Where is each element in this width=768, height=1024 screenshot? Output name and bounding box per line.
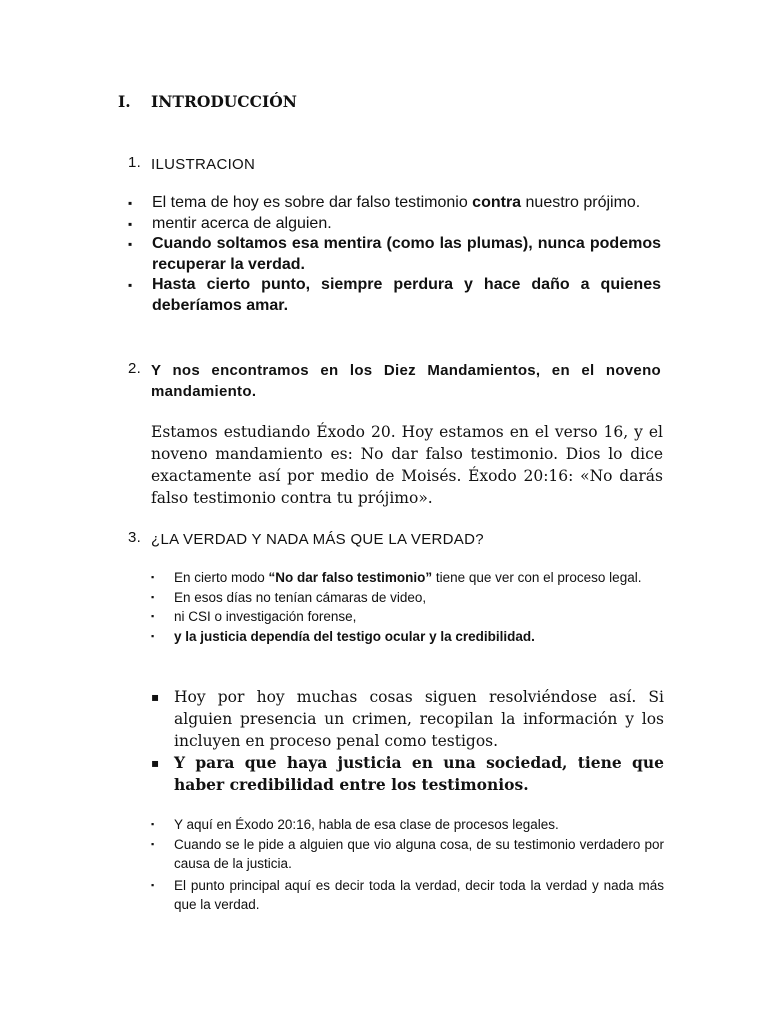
list-item-text: Y para que haya justicia en una sociedad, tiene que haber credibilidad entre los testimonios. xyxy=(174,753,664,794)
bullet-marker: ▪ xyxy=(128,216,133,231)
heading-number: I. xyxy=(118,92,131,111)
section-1-heading xyxy=(128,154,661,175)
list-item xyxy=(151,835,664,874)
list-item xyxy=(151,815,664,835)
list-item-emphasis: “No dar falso testimonio” xyxy=(268,570,433,585)
list-item-text: El punto principal aquí es decir toda la verdad, decir toda la verdad y nada más que la verdad. xyxy=(174,877,664,912)
list-item-text: mentir acerca de alguien. xyxy=(152,214,332,232)
bullet-marker: ▪ xyxy=(128,278,133,292)
list-item xyxy=(151,607,664,627)
section-3-bullet-list-c xyxy=(151,815,664,915)
section-title: Y nos encontramos en los Diez Mandamientos, en el noveno mandamiento. xyxy=(151,362,661,400)
list-item-text: El tema de hoy es sobre dar falso testimonio xyxy=(152,194,473,211)
list-item-text: En cierto modo xyxy=(174,570,269,585)
heading-title: INTRODUCCIÓN xyxy=(151,92,297,111)
list-item xyxy=(151,752,664,796)
section-title: ¿LA VERDAD Y NADA MÁS QUE LA VERDAD? xyxy=(151,531,484,548)
list-item-text: Cuando se le pide a alguien que vio alguna cosa, de su testimonio verdadero por causa de la justicia. xyxy=(174,836,664,871)
list-item xyxy=(151,588,664,608)
section-number: 3. xyxy=(128,529,142,546)
list-item-emphasis: contra xyxy=(472,194,522,211)
section-2-heading xyxy=(128,360,661,402)
list-item xyxy=(151,627,664,647)
list-item-text: Hasta cierto punto, siempre perdura y hace daño a quienes deberíamos amar. xyxy=(152,276,661,314)
list-item-text: Hoy por hoy muchas cosas siguen resolviéndose así. Si alguien presencia un crimen, recopilan la información y los incluyen en proceso penal como testigos. xyxy=(174,688,664,750)
bullet-marker: ▪ xyxy=(128,196,133,210)
list-item xyxy=(128,214,661,235)
list-item-text: ni CSI o investigación forense, xyxy=(174,609,357,624)
section-number: 1. xyxy=(128,154,142,171)
bullet-marker: ▪ xyxy=(151,630,155,641)
list-item-text: nuestro prójimo. xyxy=(521,194,641,211)
list-item xyxy=(128,234,661,275)
list-item-text: Y aquí en Éxodo 20:16, habla de esa clase de procesos legales. xyxy=(174,817,559,832)
section-number: 2. xyxy=(128,360,142,377)
list-item-text: En esos días no tenían cámaras de video, xyxy=(174,589,427,605)
section-1-bullet-list xyxy=(128,193,661,316)
list-item xyxy=(128,193,661,214)
list-item xyxy=(128,275,661,316)
bullet-marker: ▪ xyxy=(151,591,155,602)
list-item-text: Cuando soltamos esa mentira (como las plumas), nunca podemos recuperar la verdad. xyxy=(152,235,661,273)
section-3-heading xyxy=(128,529,661,550)
bullet-marker: ▪ xyxy=(151,756,160,770)
list-item xyxy=(151,568,664,588)
main-heading xyxy=(118,92,297,111)
bullet-marker: ▪ xyxy=(151,572,155,582)
section-2-paragraph: Estamos estudiando Éxodo 20. Hoy estamos en el verso 16, y el noveno mandamiento es: No dar falso testimonio. Dios lo dice exactamente así por medio de Moisés. Éxodo 20:16: «No darás falso testimonio contra tu prójimo». xyxy=(151,423,663,507)
section-3-bullet-list-b xyxy=(151,686,664,796)
bullet-marker: ▪ xyxy=(151,838,155,849)
bullet-marker: ▪ xyxy=(151,611,155,621)
bullet-marker: ▪ xyxy=(128,237,133,251)
bullet-marker: ▪ xyxy=(151,819,155,829)
bullet-marker: ▪ xyxy=(151,879,155,890)
section-title: ILUSTRACION xyxy=(151,156,256,173)
bullet-marker: ▪ xyxy=(151,690,160,704)
section-3-bullet-list-a xyxy=(151,568,664,646)
list-item xyxy=(151,686,664,752)
list-item-text: tiene que ver con el proceso legal. xyxy=(432,570,642,585)
list-item xyxy=(151,876,664,915)
list-item-text: y la justicia dependía del testigo ocular y la credibilidad. xyxy=(174,628,535,644)
